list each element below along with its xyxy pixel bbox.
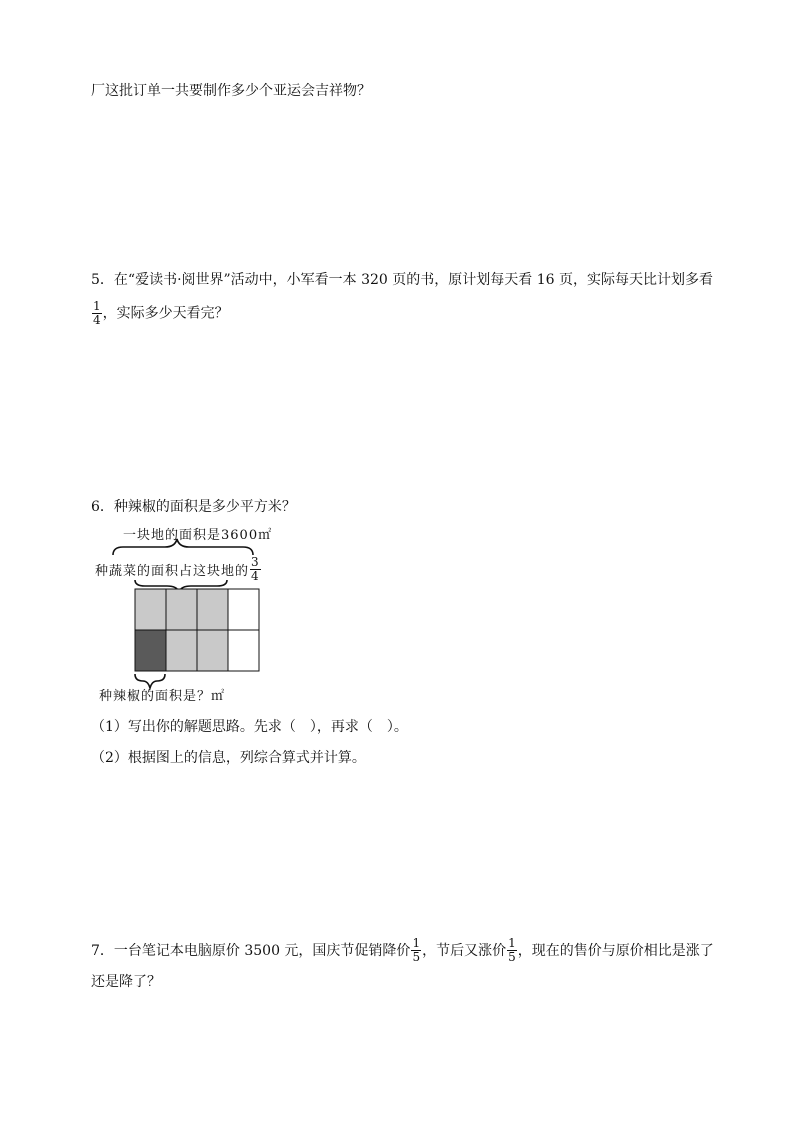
grid-cell [228, 589, 259, 630]
q5-fraction-numerator: 1 [93, 299, 101, 313]
q7-fraction-1-denominator: 5 [412, 950, 421, 964]
grid-cell [228, 630, 259, 671]
q6-figure-graphic [93, 524, 263, 704]
figure-middle-label [95, 556, 262, 583]
figure-bottom-label: 种辣椒的面积是？㎡ [99, 689, 226, 704]
q7-fraction-2-denominator: 5 [508, 950, 516, 964]
q4-tail-text: 厂这批订单一共要制作多少个亚运会吉祥物？ [91, 83, 371, 99]
figure-middle-text: 种蔬菜的面积占这块地的 [95, 564, 250, 579]
grid-cell [197, 630, 228, 671]
q7-part1: 7．一台笔记本电脑原价 3500 元，国庆节促销降价 [91, 942, 411, 959]
field-grid [135, 589, 259, 671]
q5-line1: 5．在“爱读书·阅世界”活动中，小军看一本 320 页的书，原计划每天看 16 页，实际每天比计划多看 [91, 272, 714, 288]
grid-cell [135, 630, 166, 671]
figure-fraction-numerator: 3 [251, 555, 260, 569]
q5-line2 [91, 300, 229, 327]
q6-sub2: （2）根据图上的信息，列综合算式并计算。 [91, 750, 366, 766]
q5-fraction-denominator: 4 [93, 313, 101, 327]
q5-line2-rest: ，实际多少天看完？ [102, 305, 229, 322]
q7-part3: ，现在的售价与原价相比是涨了 [517, 942, 714, 959]
grid-cell [197, 589, 228, 630]
q6-title: 6．种辣椒的面积是多少平方米？ [91, 499, 296, 515]
grid-cell [135, 589, 166, 630]
q7-part2: ，节后又涨价 [422, 942, 507, 959]
grid-cell [166, 630, 197, 671]
q7-fraction-1-numerator: 1 [412, 936, 421, 950]
figure-fraction-denominator: 4 [251, 569, 260, 583]
q5-fraction [92, 300, 102, 327]
figure-top-label: 一块地的面积是3600㎡ [123, 528, 273, 543]
q7-line1 [91, 937, 714, 964]
q6-sub1: （1）写出你的解题思路。先求（ ），再求（ ）。 [91, 719, 408, 735]
grid-cell [166, 589, 197, 630]
q7-fraction-1 [411, 937, 421, 964]
figure-fraction [250, 556, 261, 583]
q7-fraction-2 [507, 937, 517, 964]
q7-fraction-2-numerator: 1 [508, 936, 516, 950]
q6-figure [93, 524, 273, 704]
q7-line2: 还是降了？ [91, 974, 161, 990]
